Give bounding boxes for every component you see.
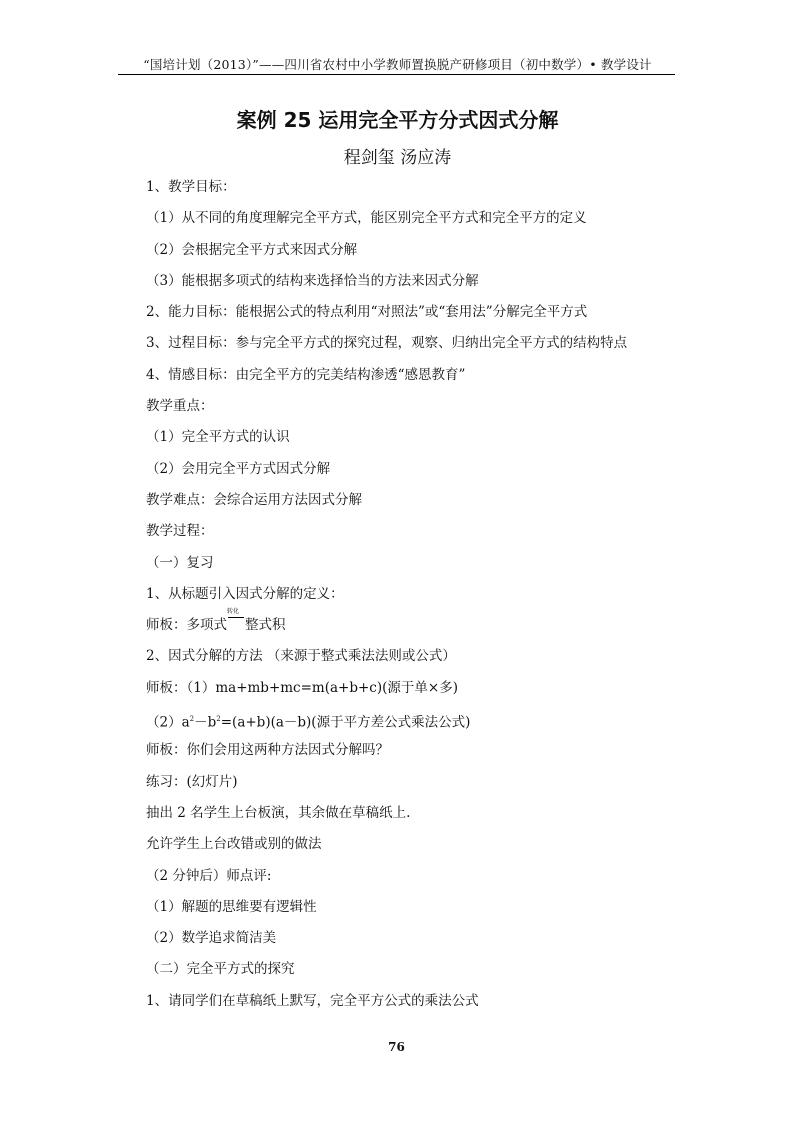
text-line: 练习：(幻灯片) bbox=[146, 773, 238, 790]
document-body bbox=[146, 177, 686, 1022]
board-line-after: 整式积 bbox=[245, 617, 286, 634]
running-header: “国培计划（2013）”——四川省农村中小学教师置换脱产研修项目（初中数学）• 教学设计 bbox=[143, 57, 652, 72]
text-line: （2）会用完全平方式因式分解 bbox=[146, 460, 331, 477]
text-line: 抽出 2 名学生上台板演，其余做在草稿纸上. bbox=[146, 804, 411, 821]
formula-part: （2）a bbox=[146, 714, 190, 731]
text-line: （3）能根据多项式的结构来选择恰当的方法来因式分解 bbox=[146, 272, 479, 289]
transform-arrow-bar bbox=[228, 617, 244, 618]
text-line: 1、教学目标： bbox=[146, 179, 236, 195]
page-number: 76 bbox=[388, 1040, 405, 1054]
text-line: 师板：（1）ma+mb+mc=m(a+b+c)(源于单×多) bbox=[146, 679, 458, 696]
page-title: 案例 25 运用完全平方分式因式分解 bbox=[236, 108, 559, 132]
text-line: （1）解题的思维要有逻辑性 bbox=[146, 898, 317, 915]
text-line: （1）从不同的角度理解完全平方式，能区别完全平方式和完全平方的定义 bbox=[146, 210, 587, 227]
text-line: 师板：你们会用这两种方法因式分解吗？ bbox=[146, 742, 389, 759]
text-line: （1）完全平方式的认识 bbox=[146, 429, 290, 446]
header-rule bbox=[118, 74, 675, 75]
board-line bbox=[146, 608, 686, 646]
formula-exponent: 2 bbox=[216, 715, 221, 724]
board-line-before: 师板：多项式 bbox=[146, 617, 227, 634]
text-line: 教学难点：会综合运用方法因式分解 bbox=[146, 491, 362, 508]
text-line: 2、能力目标：能根据公式的特点利用“对照法”或“套用法”分解完全平方式 bbox=[146, 304, 588, 321]
formula-part: =(a+b)(a－b)(源于平方差公式乘法公式) bbox=[220, 714, 471, 731]
text-line: （2）会根据完全平方式来因式分解 bbox=[146, 241, 358, 258]
formula-exponent: 2 bbox=[189, 715, 195, 724]
text-line: 4、情感目标：由完全平方的完美结构渗透“感恩教育” bbox=[146, 366, 466, 383]
text-line: 1、从标题引入因式分解的定义： bbox=[146, 585, 344, 602]
text-line: 3、过程目标：参与完全平方式的探究过程，观察、归纳出完全平方式的结构特点 bbox=[146, 335, 628, 352]
text-line: （2）数学追求简洁美 bbox=[146, 930, 277, 947]
transform-arrow-label: 转化 bbox=[227, 608, 240, 616]
text-line: （二）完全平方式的探究 bbox=[146, 961, 295, 978]
formula-part: －b bbox=[194, 714, 217, 731]
text-line: 教学过程： bbox=[146, 523, 214, 540]
text-line: 教学重点： bbox=[146, 398, 214, 415]
text-line: 1、请同学们在草稿纸上默写，完全平方公式的乘法公式 bbox=[146, 992, 479, 1009]
authors: 程剑玺 汤应涛 bbox=[343, 148, 452, 168]
text-line: 允许学生上台改错或别的做法 bbox=[146, 836, 322, 853]
text-line: （一）复习 bbox=[146, 554, 214, 571]
transform-arrow bbox=[227, 608, 245, 629]
text-line: （2 分钟后）师点评: bbox=[146, 867, 272, 884]
text-line: 2、因式分解的方法 （来源于整式乘法法则或公式） bbox=[146, 648, 456, 665]
formula-line bbox=[146, 709, 686, 740]
